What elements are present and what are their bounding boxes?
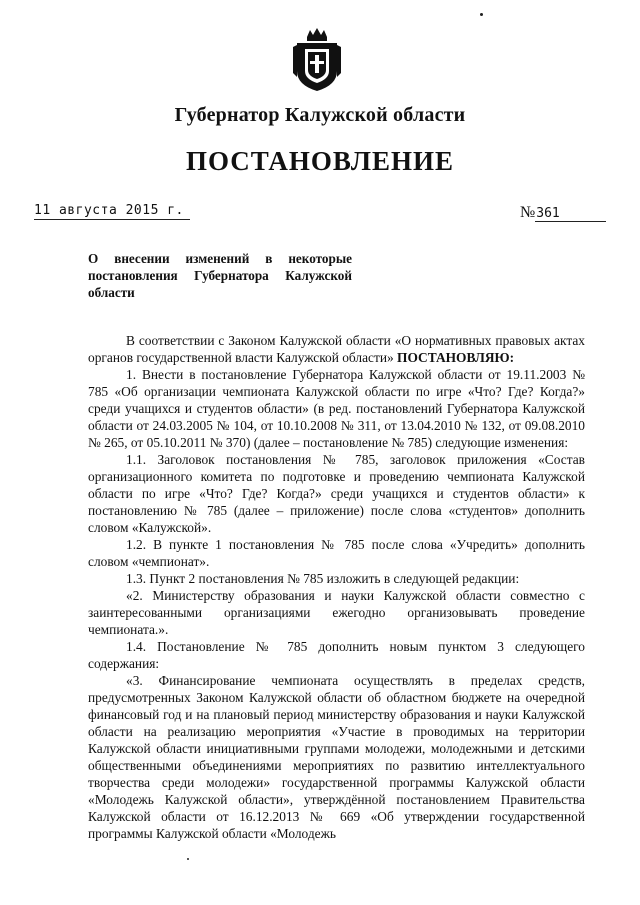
paragraph-1-3-quote: «2. Министерству образования и науки Калужской области совместно с заинтересованными организациями ежегодно организовывать проведение чемпионата.». (88, 588, 585, 637)
document-subject: О внесении изменений в некоторые постановления Губернатора Калужской области (88, 251, 352, 300)
document-date: 11 августа 2015 г. (34, 203, 190, 220)
paragraph-1-2: 1.2. В пункте 1 постановления № 785 после слова «Учредить» дополнить словом «чемпионат». (88, 537, 585, 569)
issuing-authority: Губернатор Калужской области (174, 104, 466, 126)
decree-word: ПОСТАНОВЛЯЮ: (397, 350, 515, 365)
intro-text: В соответствии с Законом Калужской области «О нормативных правовых актах органов государственной власти Калужской области» (88, 333, 585, 365)
paragraph-1-3: 1.3. Пункт 2 постановления № 785 изложить в следующей редакции: (126, 571, 520, 586)
paragraph-1-4: 1.4. Постановление № 785 дополнить новым пунктом 3 следующего содержания: (88, 639, 585, 671)
paragraph-1-1: 1.1. Заголовок постановления № 785, заголовок приложения «Состав организационного комитета по подготовке и проведению чемпионата Калужской области по игре «Что? Где? Когда?» среди учащихся и студентов области» к постановлению № 785 (далее – приложение) после слова «студентов» дополнить словом «Калужской». (88, 452, 585, 535)
document-type-title: ПОСТАНОВЛЕНИЕ (185, 146, 455, 176)
paragraph-1-4-quote: «3. Финансирование чемпионата осуществлять в пределах средств, предусмотренных Законом Калужской области об областном бюджете на очередной финансовый год и на плановый период министерству образования и науки Калужской области на реализацию мероприятия «Участие в проводимых на территории Калужской области инициативными группами молодежи, молодежными и детскими общественными объединениями мероприятиях по развитию интеллектуального творчества среди молодежи» государственной программы Калужской области «Молодежь Калужской области», утверждённой постановлением Правительства Калужской области от 16.12.2013 № 669 «Об утверждении государственной программы Калужской области «Молодежь (88, 673, 585, 841)
document-number (520, 204, 606, 222)
scan-speck (187, 858, 189, 860)
paragraph-1: 1. Внести в постановление Губернатора Калужской области от 19.11.2003 № 785 «Об организации чемпионата Калужской области по игре «Что? Где? Когда?» среди учащихся и студентов области» (в ред. постановлений Губернатора Калужской области от 24.03.2005 № 104, от 10.10.2008 № 311, от 13.04.2010 № 132, от 09.08.2010 № 265, от 05.10.2011 № 370) (далее – постановление № 785) следующие изменения: (88, 367, 585, 450)
number-value: 361 (535, 206, 606, 222)
number-prefix: № (520, 204, 536, 221)
coat-of-arms-icon (293, 27, 341, 93)
intro-paragraph (88, 332, 585, 366)
scan-speck (480, 13, 483, 16)
document-body (88, 332, 585, 842)
